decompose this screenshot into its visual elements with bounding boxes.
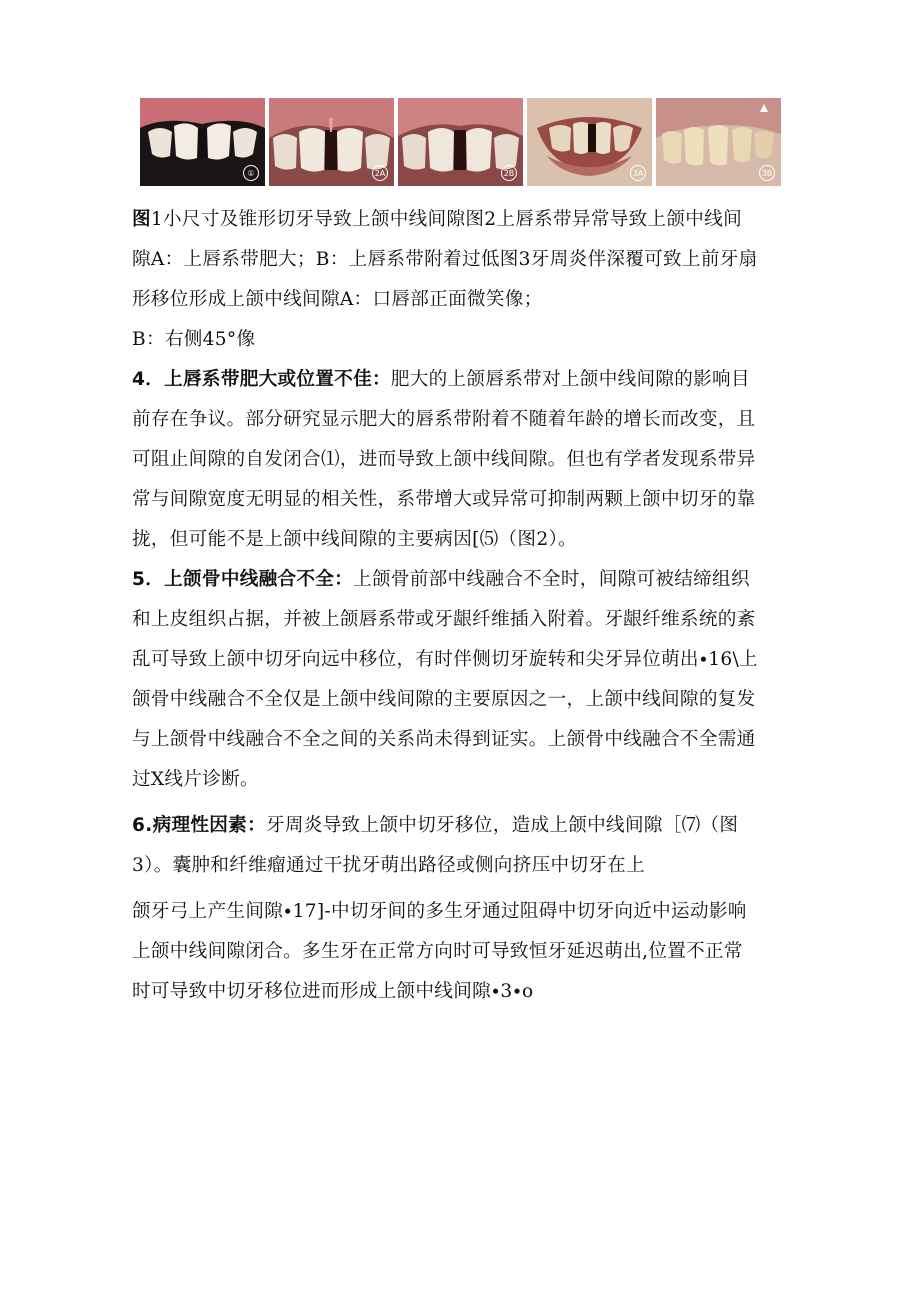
section-5-line bbox=[132, 560, 802, 600]
photo-label-badge: 3A bbox=[630, 165, 646, 181]
section-5-line: 颌骨中线融合不全仅是上颌中线间隙的主要原因之一，上颌中线间隙的复发 bbox=[132, 689, 756, 710]
figure-photo-strip bbox=[140, 98, 783, 186]
photo-label-badge: ① bbox=[243, 165, 259, 181]
section-4-heading: 4．上唇系带肥大或位置不佳： bbox=[132, 369, 391, 390]
section-5-line: 和上皮组织占据，并被上颌唇系带或牙龈纤维插入附着。牙龈纤维系统的紊 bbox=[132, 609, 756, 630]
section-4-line: 可阻止间隙的自发闭合⑴，进而导致上颌中线间隙。但也有学者发现系带异 bbox=[132, 449, 756, 470]
section-5-line: 与上颌骨中线融合不全之间的关系尚未得到证实。上颌骨中线融合不全需通 bbox=[132, 729, 756, 750]
paragraph-text: 上颌骨前部中线融合不全时，间隙可被结缔组织 bbox=[353, 569, 750, 590]
photo-fig2a bbox=[269, 98, 394, 186]
section-6-line bbox=[132, 806, 802, 846]
caption-figure-marker: 图 bbox=[132, 209, 151, 230]
photo-fig1 bbox=[140, 98, 265, 186]
photo-fig2b bbox=[398, 98, 523, 186]
figure-caption-line: 隙A：上唇系带肥大；B：上唇系带附着过低图3牙周炎伴深覆可致上前牙扇 bbox=[132, 249, 758, 270]
section-5-line: 乱可导致上颌中切牙向远中移位，有时伴侧切牙旋转和尖牙异位萌出∙16\上 bbox=[132, 649, 758, 670]
photo-label-badge: 2B bbox=[501, 165, 517, 181]
section-5-heading: 5．上颌骨中线融合不全： bbox=[132, 569, 354, 590]
section-4-line: 前存在争议。部分研究显示肥大的唇系带附着不随着年龄的增长而改变，且 bbox=[132, 409, 756, 430]
figure-caption-line: 形移位形成上颌中线间隙A：口唇部正面微笑像； bbox=[132, 289, 543, 310]
section-4-line: 常与间隙宽度无明显的相关性，系带增大或异常可抑制两颗上颌中切牙的靠 bbox=[132, 489, 756, 510]
caption-text: 1小尺寸及锥形切牙导致上颌中线间隙图2上唇系带异常导致上颌中线间 bbox=[150, 209, 742, 230]
photo-label-badge: 2A bbox=[372, 165, 388, 181]
photo-fig3a bbox=[527, 98, 652, 186]
figure-caption-line: B：右侧45°像 bbox=[132, 329, 256, 350]
section-6-line: 上颌中线间隙闭合。多生牙在正常方向时可导致恒牙延迟萌出,位置不正常 bbox=[132, 941, 743, 962]
section-6-line: 时可导致中切牙移位进而形成上颌中线间隙∙3∙o bbox=[132, 981, 534, 1002]
photo-label-badge: 3B bbox=[759, 165, 775, 181]
section-4-line bbox=[132, 360, 802, 400]
section-4-line: 拢，但可能不是上颌中线间隙的主要病因[⑸（图2）。 bbox=[132, 529, 577, 550]
section-6-heading: 6.病理性因素： bbox=[132, 815, 266, 836]
section-6-line: 颌牙弓上产生间隙∙17]-中切牙间的多生牙通过阻碍中切牙向近中运动影响 bbox=[132, 901, 747, 922]
figure-caption-line bbox=[132, 200, 802, 240]
section-6-line: 3）。囊肿和纤维瘤通过干扰牙萌出路径或侧向挤压中切牙在上 bbox=[132, 855, 645, 876]
section-5-line: 过X线片诊断。 bbox=[132, 769, 259, 790]
article-text bbox=[132, 200, 802, 1012]
paragraph-text: 牙周炎导致上颌中切牙移位，造成上颌中线间隙［⑺（图 bbox=[265, 815, 739, 836]
paragraph-text: 肥大的上颌唇系带对上颌中线间隙的影响目 bbox=[390, 369, 750, 390]
photo-fig3b bbox=[656, 98, 781, 186]
